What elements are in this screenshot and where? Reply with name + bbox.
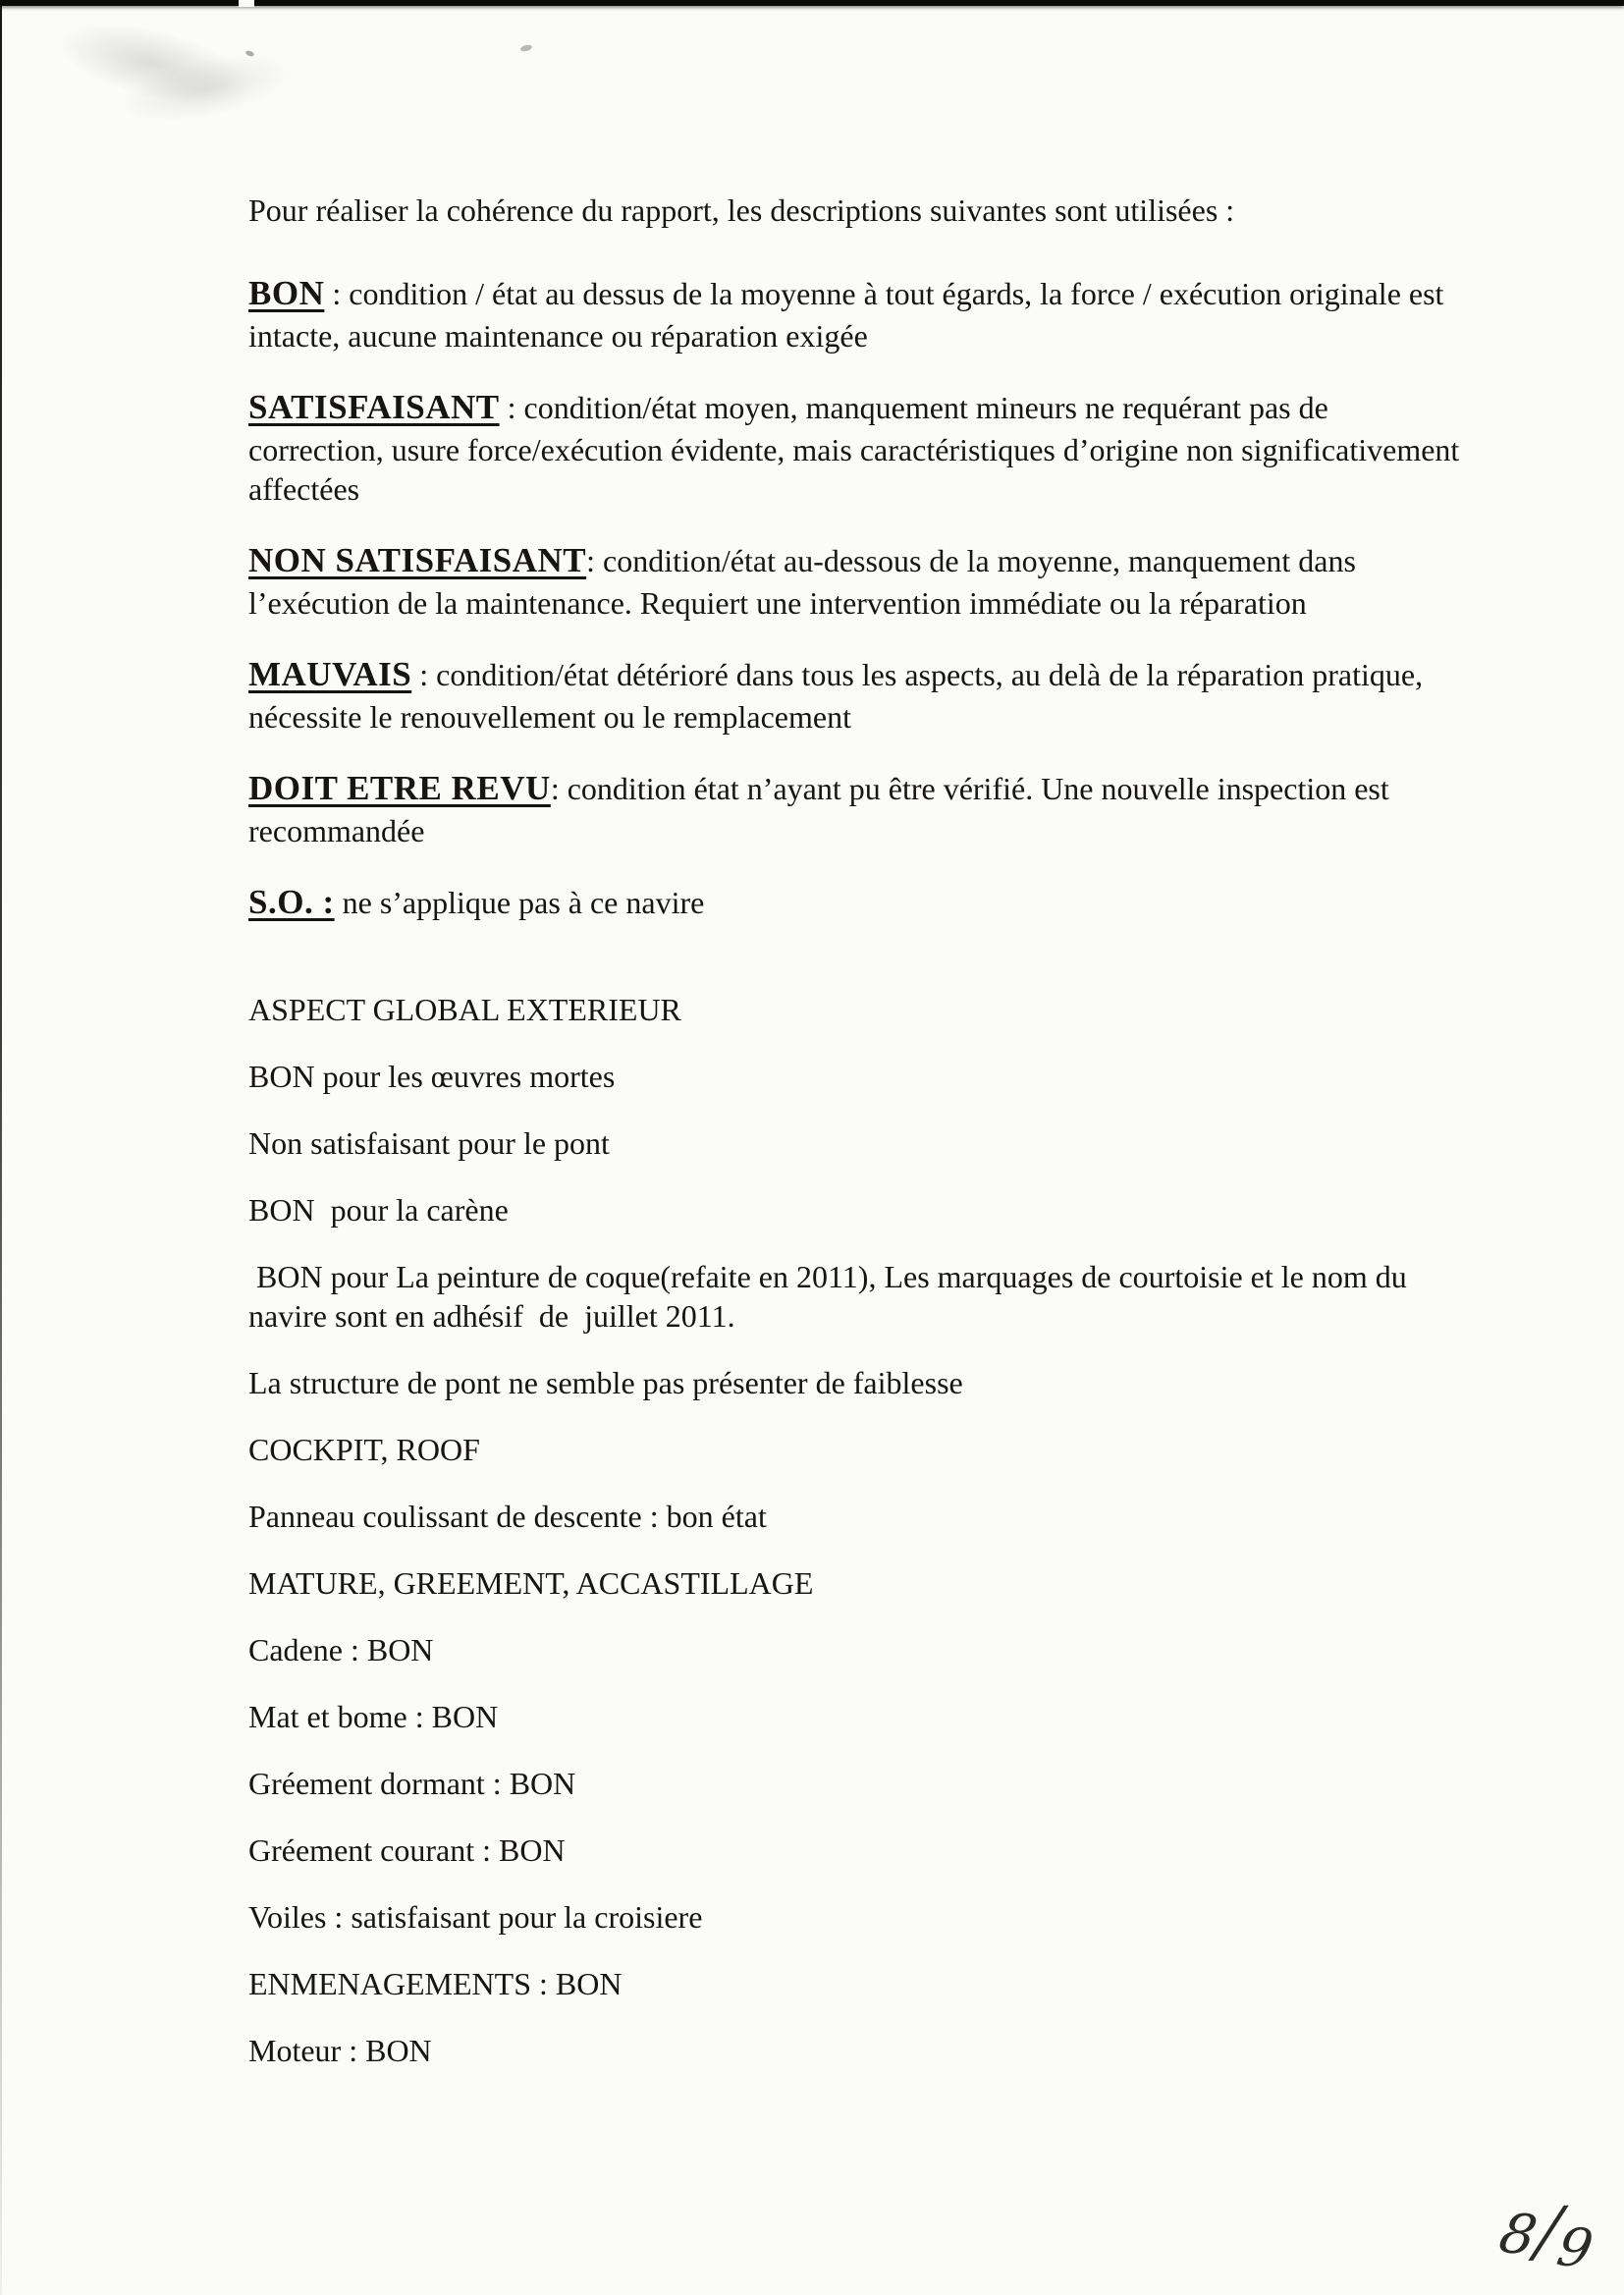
text-line: : condition / état au dessus de la moyenne à tout égards, la force / exécution originale est bbox=[324, 276, 1444, 311]
text-line: Non satisfaisant pour le pont bbox=[248, 1125, 610, 1161]
text-line: ne s’applique pas à ce navire bbox=[334, 885, 705, 920]
statement-paragraph bbox=[248, 191, 1441, 230]
statement-paragraph bbox=[248, 1190, 1441, 1229]
definition-paragraph bbox=[248, 766, 1441, 850]
statement-paragraph bbox=[248, 1497, 1441, 1536]
definition-term: S.O. : bbox=[248, 883, 335, 921]
text-line: Pour réaliser la cohérence du rapport, les descriptions suivantes sont utilisées : bbox=[248, 192, 1235, 228]
text-line: l’exécution de la maintenance. Requiert une intervention immédiate ou la réparation bbox=[248, 585, 1307, 621]
statement-paragraph bbox=[248, 1057, 1441, 1096]
text-line: : condition/état détérioré dans tous les aspects, au delà de la réparation pratique, bbox=[411, 657, 1424, 692]
text-line: ENMENAGEMENTS : BON bbox=[248, 1966, 623, 2001]
text-line: BON pour les œuvres mortes bbox=[248, 1059, 616, 1094]
page-number-handwritten bbox=[1493, 2190, 1598, 2280]
statement-paragraph bbox=[248, 1697, 1441, 1736]
statement-paragraph bbox=[248, 1430, 1441, 1469]
text-line: Moteur : BON bbox=[248, 2033, 432, 2068]
text-line: : condition/état moyen, manquement mineurs ne requérant pas de bbox=[499, 390, 1328, 425]
definition-paragraph bbox=[248, 880, 1441, 925]
scan-speck bbox=[519, 44, 532, 53]
text-line: Cadene : BON bbox=[248, 1632, 434, 1667]
text-line: ASPECT GLOBAL EXTERIEUR bbox=[248, 992, 681, 1027]
page-number-current: 8 bbox=[1493, 2202, 1543, 2268]
definition-term: MAUVAIS bbox=[248, 655, 412, 693]
page-number-slash: / bbox=[1531, 2192, 1566, 2270]
statement-paragraph bbox=[248, 1123, 1441, 1163]
text-line: BON pour La peinture de coque(refaite en 2011), Les marquages de courtoisie et le nom du bbox=[248, 1259, 1407, 1294]
text-line: correction, usure force/exécution évidente, mais caractéristiques d’origine non significativement bbox=[248, 432, 1460, 467]
statement-paragraph bbox=[248, 1257, 1441, 1336]
statement-paragraph bbox=[248, 1363, 1441, 1402]
statement-paragraph bbox=[248, 1563, 1441, 1603]
text-line: Mat et bome : BON bbox=[248, 1699, 499, 1734]
text-line: : condition/état au-dessous de la moyenne, manquement dans bbox=[586, 543, 1356, 578]
scan-edge-left-artifact bbox=[0, 0, 2, 2295]
text-line: Voiles : satisfaisant pour la croisiere bbox=[248, 1899, 703, 1935]
text-line: BON pour la carène bbox=[248, 1192, 509, 1228]
definition-paragraph bbox=[248, 652, 1441, 737]
statement-paragraph bbox=[248, 1964, 1441, 2003]
text-line: Panneau coulissant de descente : bon état bbox=[248, 1499, 767, 1534]
definition-paragraph bbox=[248, 385, 1460, 509]
text-line: navire sont en adhésif de juillet 2011. bbox=[248, 1298, 735, 1334]
text-line: MATURE, GREEMENT, ACCASTILLAGE bbox=[248, 1565, 814, 1601]
definition-paragraph bbox=[248, 271, 1444, 355]
statement-paragraph bbox=[248, 1764, 1441, 1803]
definition-term: DOIT ETRE REVU bbox=[248, 769, 551, 807]
text-line: COCKPIT, ROOF bbox=[248, 1432, 480, 1467]
scan-edge-top-notch bbox=[239, 0, 254, 7]
definition-paragraph bbox=[248, 538, 1441, 623]
definition-term: BON bbox=[248, 274, 325, 312]
text-line: affectées bbox=[248, 471, 360, 507]
document-content bbox=[248, 191, 1460, 2098]
statement-paragraph bbox=[248, 1897, 1441, 1937]
text-line: : condition état n’ayant pu être vérifié. Une nouvelle inspection est bbox=[550, 771, 1389, 806]
statement-paragraph bbox=[248, 1831, 1441, 1870]
text-line: La structure de pont ne semble pas présenter de faiblesse bbox=[248, 1365, 963, 1400]
text-line: intacte, aucune maintenance ou réparation exigée bbox=[248, 318, 868, 354]
statement-paragraph bbox=[248, 990, 1441, 1029]
definition-term: SATISFAISANT bbox=[248, 388, 500, 426]
text-line: nécessite le renouvellement ou le remplacement bbox=[248, 699, 851, 735]
statement-paragraph bbox=[248, 2031, 1441, 2070]
text-line: Gréement dormant : BON bbox=[248, 1766, 576, 1801]
definition-term: NON SATISFAISANT bbox=[248, 541, 587, 579]
text-line: Gréement courant : BON bbox=[248, 1832, 566, 1868]
page-number-total: 9 bbox=[1551, 2215, 1598, 2280]
statement-paragraph bbox=[248, 1630, 1441, 1669]
text-line: recommandée bbox=[248, 813, 425, 848]
